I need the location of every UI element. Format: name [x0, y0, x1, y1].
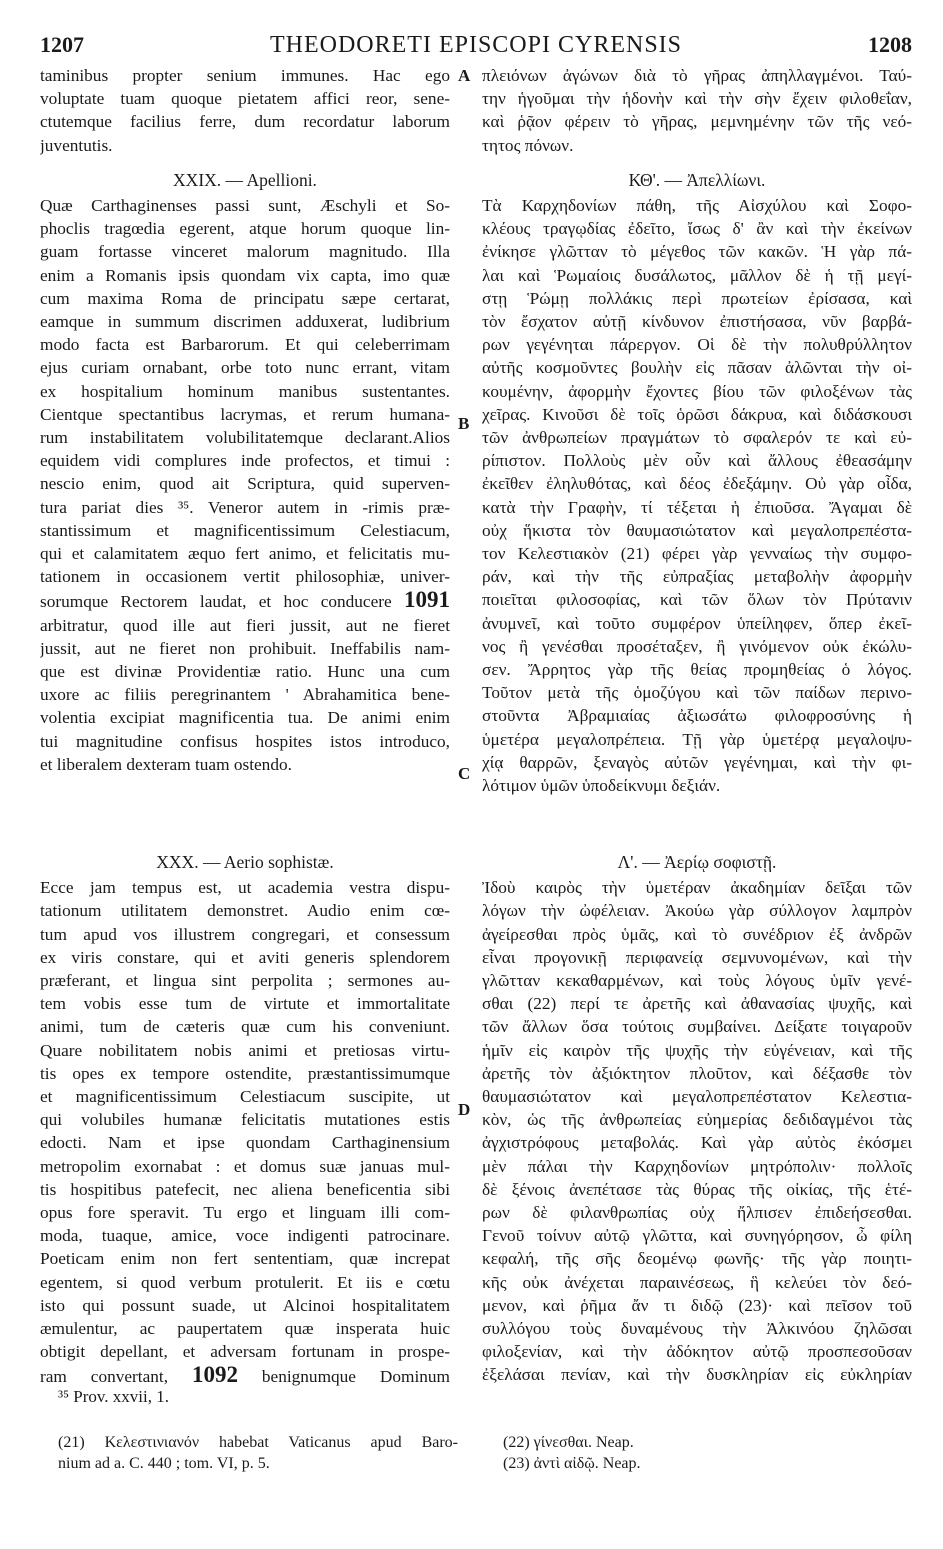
text-line: ex hospitalium hominum manibus sustentantes. — [40, 381, 450, 401]
text-fragment: sorumque Rectorem laudat, et hoc conducere — [40, 592, 392, 612]
text-line: κουμένην, ἀφορμὴν ἔχοντες βίου τῶν φιλοξένων τὰς — [482, 381, 912, 401]
text-line: θαυμασιώτατον καὶ μεγαλοπρεπέστατον Κελεστια- — [482, 1087, 912, 1107]
text-line-with-marker — [40, 588, 450, 613]
text-line: σθαι (22) περί τε ἀρετῆς καὶ ἀθανασίας ψυχῆς, καὶ — [482, 994, 912, 1014]
text-line: Τὰ Καρχηδονίων πάθη, τῆς Αἰσχύλου καὶ Σοφο- — [482, 196, 912, 216]
text-line: μὲν πάλαι τὴν Καρχηδονίων μητρόπολιν· πολλοῖς — [482, 1156, 912, 1176]
margin-letter-a: A — [458, 66, 471, 85]
text-line: ἀνυμνεῖ, καὶ τοῦτο συμφέρον ὑπείληφεν, ὅπερ ἐκεῖ- — [482, 613, 912, 633]
text-line: tis opes ex tempore ostendite, præstantissimumque — [40, 1063, 450, 1083]
text-line: rum instabilitatem volubilitatemque declarant.Alios — [40, 428, 450, 448]
text-line: νος ἢ γενέσθαι προσέταξεν, ἢ γινόμενον οὐκ ἐκώλυ- — [482, 636, 912, 656]
text-line: ἡμῖν εἰς καιρὸν τῆς ψυχῆς τὴν εὐγένειαν, καὶ τῆς — [482, 1040, 912, 1060]
text-line: Ecce jam tempus est, ut academia vestra dispu- — [40, 878, 450, 898]
migne-column-marker: 1091 — [403, 588, 450, 613]
notes-right — [503, 1432, 903, 1474]
page-number-right: 1208 — [868, 32, 912, 57]
note-line: nium ad a. C. 440 ; tom. VI, p. 5. — [58, 1455, 270, 1472]
text-line: qui et calamitatem æquo fert animo, et felicitatis mu- — [40, 544, 450, 564]
text-line: isto qui possunt suade, ut Alcinoi hospitalitatem — [40, 1295, 450, 1315]
text-line: metropolim exornabat : et domus suæ januas mul- — [40, 1156, 450, 1176]
text-line: tationum utilitatem demonstret. Audio enim cœ- — [40, 901, 450, 921]
text-line: tura pariat dies ³⁵. Veneror autem in -rimis præ- — [40, 497, 450, 517]
text-line: ἀγείρεσθαι πρὸς ὑμᾶς, καὶ τὸ συνέδριον ἐξ ἀνδρῶν — [482, 924, 912, 944]
text-line: Ἰδοὺ καιρὸς τὴν ὑμετέραν ἀκαδημίαν δεῖξαι τῶν — [482, 878, 912, 898]
text-line: ex viris constare, qui et aviti generis splendorem — [40, 947, 450, 967]
text-line: ἐξελάσαι πενίαν, καὶ τὴν δυσκληρίαν εἰς εὐκληρίαν — [482, 1365, 912, 1385]
text-line: ctutemque facilius ferre, dum recordatur laborum — [40, 112, 450, 132]
text-line: moda, tuaque, amice, voce indigenti patrocinare. — [40, 1226, 450, 1246]
note-line: (22) γίνεσθαι. Neap. — [503, 1434, 634, 1451]
latin-column-top — [40, 64, 450, 776]
text-line: uxore ac filiis peregrinantem ' Abrahamitica bene- — [40, 685, 450, 705]
text-line: cum maxima Roma de principatu sæpe certarat, — [40, 288, 450, 308]
text-line: στοῦντα Ἀβραμιαίας ἀξιωσάτω φιλοφροσύνης ἡ — [482, 706, 912, 726]
margin-letter-c: C — [458, 764, 471, 783]
text-line: ρίπιστον. Πολλοὺς μὲν οὖν καὶ ἄλλους ἐθεασάμην — [482, 451, 912, 471]
text-line: Τοῦτον μετὰ τῆς ὁμοζύγου καὶ τῶν παίδων περινο- — [482, 683, 912, 703]
text-line: volentia excipiat magnificentia tua. De animi enim — [40, 708, 450, 728]
text-line: guam fortasse vinceret malorum magnitudo. Illa — [40, 242, 450, 262]
text-line-with-marker — [40, 1363, 450, 1388]
text-fragment: ram convertant, — [40, 1367, 169, 1387]
text-line: taminibus propter senium immunes. Hac ego — [40, 66, 450, 85]
text-line: ἐνίκησε γλῶτταν τὸ μέγεθος τῶν κακῶν. Ἡ γὰρ πά- — [482, 242, 912, 262]
text-line: Quare nobilitatem nobis animi et pretiosas virtu- — [40, 1040, 450, 1060]
section-title-xxx-greek: Λ'. — Ἀερίῳ σοφιστῇ. — [617, 852, 777, 872]
text-line: æmulentur, ac paupertatem quæ insperata huic — [40, 1319, 450, 1339]
text-line: juventutis. — [40, 135, 113, 155]
text-line: φιλοξενίαν, καὶ τὴν ἀδόκητον αὐτῷ προσπεσοῦσαν — [482, 1342, 912, 1362]
text-line: ποιεῖται φιλοσοφίας, καὶ τῶν ὅλων τὸν Πρύτανιν — [482, 590, 912, 610]
text-line: ἐκεῖθεν ἐληλυθότας, καὶ δέος ἐδεξάμην. Οὐ γὰρ οἶδα, — [482, 474, 912, 494]
section-title-xxix-greek: ΚΘ'. — Ἀπελλίωνι. — [628, 169, 766, 190]
text-line: opus fore speravit. Tu ergo et linguam illi com- — [40, 1203, 450, 1223]
text-line: δὲ ξένοις ἀνεπέτασε τὰς θύρας τῆς οἰκίας, τῆς ἑτέ- — [482, 1179, 912, 1199]
text-line: ρων γεγένηται πάρεργον. Οἱ δὲ τὴν πολυθρύλλητον — [482, 335, 912, 355]
text-line: et magnificentissimum Celestiacum suscipite, ut — [40, 1087, 450, 1107]
text-line: οὐχ ἥκιστα τὸν θαυμασιώτατον καὶ μεγαλοπρεπέστα- — [482, 520, 912, 540]
text-line: modo facta est Barbarorum. Et qui celeberrimam — [40, 335, 450, 355]
text-line: voluptate tuam quoque pietatem affici reor, sene- — [40, 89, 450, 109]
text-line: στῃ Ῥώμῃ πολλάκις περὶ πρωτείων ἐρίσασα, καὶ — [482, 288, 912, 308]
text-line: Cientque spectantibus lacrymas, et rerum humana- — [40, 404, 450, 424]
text-line: μενον, καὶ ῥῆμα ἄν τι διδῷ (23)· καὶ πεῖσον τοῦ — [482, 1295, 912, 1315]
text-line: jussit, aut ne fieret non prohibuit. Ineffabilis nam- — [40, 638, 450, 658]
running-title: THEODORETI EPISCOPI CYRENSIS — [269, 32, 683, 58]
text-line: stantissimum et magnificentissimum Celestiacum, — [40, 520, 450, 540]
text-line: τητος πόνων. — [482, 135, 574, 155]
text-line: λόγων τὴν ὠφέλειαν. Ἀκούω γὰρ σύλλογον λαμπρὸν — [482, 901, 912, 921]
note-line: (23) ἀντὶ αἰδῷ. Neap. — [503, 1455, 641, 1472]
text-line: Quæ Carthaginenses passi sunt, Æschyli et So- — [40, 196, 450, 216]
text-line: λότιμον ὑμῶν ὑποδείκνυμι δεξιάν. — [482, 776, 721, 796]
text-line: τῶν ἄλλων ὅσα τούτοις συμβαίνει. Δείξατε τοιγαροῦν — [482, 1017, 912, 1037]
text-line: animi, tum de cæteris quæ cum his conveniunt. — [40, 1017, 450, 1037]
latin-column-bottom — [40, 849, 450, 1389]
text-line: χίᾳ θαρρῶν, ξεναγὸς αὐτῶν γεγένημαι, καὶ τὴν φι- — [482, 752, 912, 772]
text-line: egentem, si quod verbum protulerit. Et iis e cœtu — [40, 1272, 450, 1292]
text-line: αὐτῆς κοσμοῦντες βουλὴν εἰς πᾶσαν ἀλῶνται τὴν οἰ- — [482, 358, 912, 378]
text-line: κατὰ τὴν Γραφὴν, τί τέξεται ἡ ἐπιοῦσα. Ἄγαμαι δὲ — [482, 497, 912, 517]
text-line: τον Κελεστιακὸν (21) φέρει γὰρ γενναίως τὴν συμφο- — [482, 544, 912, 564]
margin-letter-d: D — [458, 1100, 471, 1119]
text-line: χεῖρας. Κινοῦσι δὲ τοῖς ὁρῶσι δάκρυα, καὶ διδάσκουσι — [482, 404, 912, 424]
text-line: tui magnitudine confisus hospites istos introduco, — [40, 731, 450, 751]
migne-column-marker: 1092 — [191, 1363, 238, 1388]
text-line: equidem vidi complures inde profectos, et timui : — [40, 451, 450, 471]
text-line: obtigit depellant, et adversam fortunam in prospe- — [40, 1342, 450, 1362]
notes-left — [58, 1432, 458, 1474]
text-line: τὸν ἔσχατον αὐτῇ κίνδυνον ἐπιστήσασα, νῦν βαρβά- — [482, 312, 912, 332]
greek-column-top — [482, 64, 912, 797]
greek-column-bottom — [482, 849, 912, 1387]
text-line: ejus curiam ornabant, orbe toto nunc errant, vitam — [40, 358, 450, 378]
text-line: γλῶτταν κεκαθαρμένων, καὶ τοὺς λόγους ὑμῖν γενέ- — [482, 971, 912, 991]
page-number-left: 1207 — [40, 32, 84, 57]
section-title-xxx-latin: XXX. — Aerio sophistæ. — [156, 852, 334, 872]
text-line: tationem in occasionem vertit philosophiæ, univer- — [40, 567, 450, 587]
text-line: arbitratur, quod ille aut fieri jussit, aut ne fieret — [40, 615, 450, 635]
text-line: κῆς οὐκ ἀνέχεται παραινέσεως, ἣ κελεύει τὸν δεό- — [482, 1272, 912, 1292]
text-line: tis hospitibus patefecit, nec aliena beneficentia sibi — [40, 1179, 450, 1199]
scripture-footnote: ³⁵ Prov. xxvii, 1. — [58, 1387, 169, 1406]
text-line: εἶναι προγονικῇ περιφανείᾳ σεμνυνομένων, καὶ τὴν — [482, 947, 912, 967]
text-fragment: benignumque Dominum — [261, 1367, 450, 1387]
text-line: qui volubiles humanæ felicitatis mutationes estis — [40, 1110, 450, 1130]
note-line: (21) Κελεστινιανόν habebat Vaticanus apud Baro- — [58, 1434, 458, 1451]
text-line: συλλόγου τοὺς δυναμένους τὴν Ἀλκινόου ζηλῶσαι — [482, 1319, 912, 1339]
text-line: et liberalem dexteram tuam ostendo. — [40, 754, 292, 774]
text-line: præferant, et lingua sint perpolita ; sermones au- — [40, 971, 450, 991]
text-line: tum apud vos illustrem congregari, et consessum — [40, 924, 450, 944]
text-line: enim a Romanis ipsis quondam vix capta, imo quæ — [40, 265, 450, 285]
text-line: σεν. Ἄρρητος γὰρ τῆς θείας προμηθείας ὁ λόγος. — [482, 660, 912, 680]
text-line: κὸν, ὡς τῆς ἀνθρωπείας εὐημερίας δεδιδαγμένοι τὰς — [482, 1110, 912, 1130]
text-line: κλέους τραγῳδίας ἐδεῖτο, ἴσως δ' ἂν καὶ τὴν ἐκείνων — [482, 219, 912, 239]
text-line: Poeticam enim non fert sententiam, quæ increpat — [40, 1249, 450, 1269]
text-line: que est divinæ Providentiæ ratio. Hunc una cum — [40, 662, 450, 682]
text-line: phoclis tragœdia egerent, atque horum quoque lin- — [40, 219, 450, 239]
margin-letter-b: B — [458, 414, 470, 433]
text-line: ρων δὲ φιλανθρωπίας οὐχ ἤλπισεν ἐπιδεήσεσθαι. — [482, 1203, 912, 1223]
text-line: eamque in summum discrimen adduxerat, ludibrium — [40, 312, 450, 332]
text-line: πλειόνων ἀγώνων διὰ τὸ γῆρας ἀπηλλαγμένοι. Ταύ- — [482, 66, 912, 85]
text-line: nescio enim, quod ait Scriptura, quid superven- — [40, 474, 450, 494]
text-line: καὶ ῥᾷον φέρειν τὸ γῆρας, μεμνημένην τῶν τῆς νεό- — [482, 112, 912, 132]
section-title-xxix-latin: XXIX. — Apellioni. — [173, 169, 317, 190]
text-line: edocti. Nam et ipse quondam Carthaginensium — [40, 1133, 450, 1153]
text-line: tem vobis esse tum de virtute et immortalitate — [40, 994, 450, 1014]
text-line: ράν, καὶ τὴν τῆς εὐπραξίας μεταβολὴν ἀφορμὴν — [482, 567, 912, 587]
text-line: την ἡγοῦμαι τὴν ἡδονὴν καὶ τὴν σὴν ἔχειν φιλοθεΐαν, — [482, 89, 912, 109]
text-line: Γενοῦ τοίνυν αὐτῷ γλῶττα, καὶ συνηγόρησον, ὦ φίλη — [482, 1226, 912, 1246]
text-line: ὑμετέρα μεγαλοπρέπεια. Τῇ γὰρ ὑμετέρᾳ μεγαλοψυ- — [482, 729, 912, 749]
text-line: τῶν ἀνθρωπείων πραγμάτων τὸ σφαλερόν τε καὶ εὐ- — [482, 428, 912, 448]
text-line: ἀγχιστρόφους μεταβολάς. Καὶ γὰρ αὐτὸς ἐκόσμει — [482, 1133, 912, 1153]
text-line: κεφαλή, τῆς σῆς δεομένῳ φωνῆς· τῆς γὰρ ποιητι- — [482, 1249, 912, 1269]
text-line: λαι καὶ Ῥωμαίοις δυσάλωτος, μᾶλλον δὲ ἡ τῇ μεγί- — [482, 265, 912, 285]
text-line: ἀρετῆς τὸν ἀξιόκτητον πλοῦτον, καὶ δέξασθε τὸν — [482, 1063, 912, 1083]
